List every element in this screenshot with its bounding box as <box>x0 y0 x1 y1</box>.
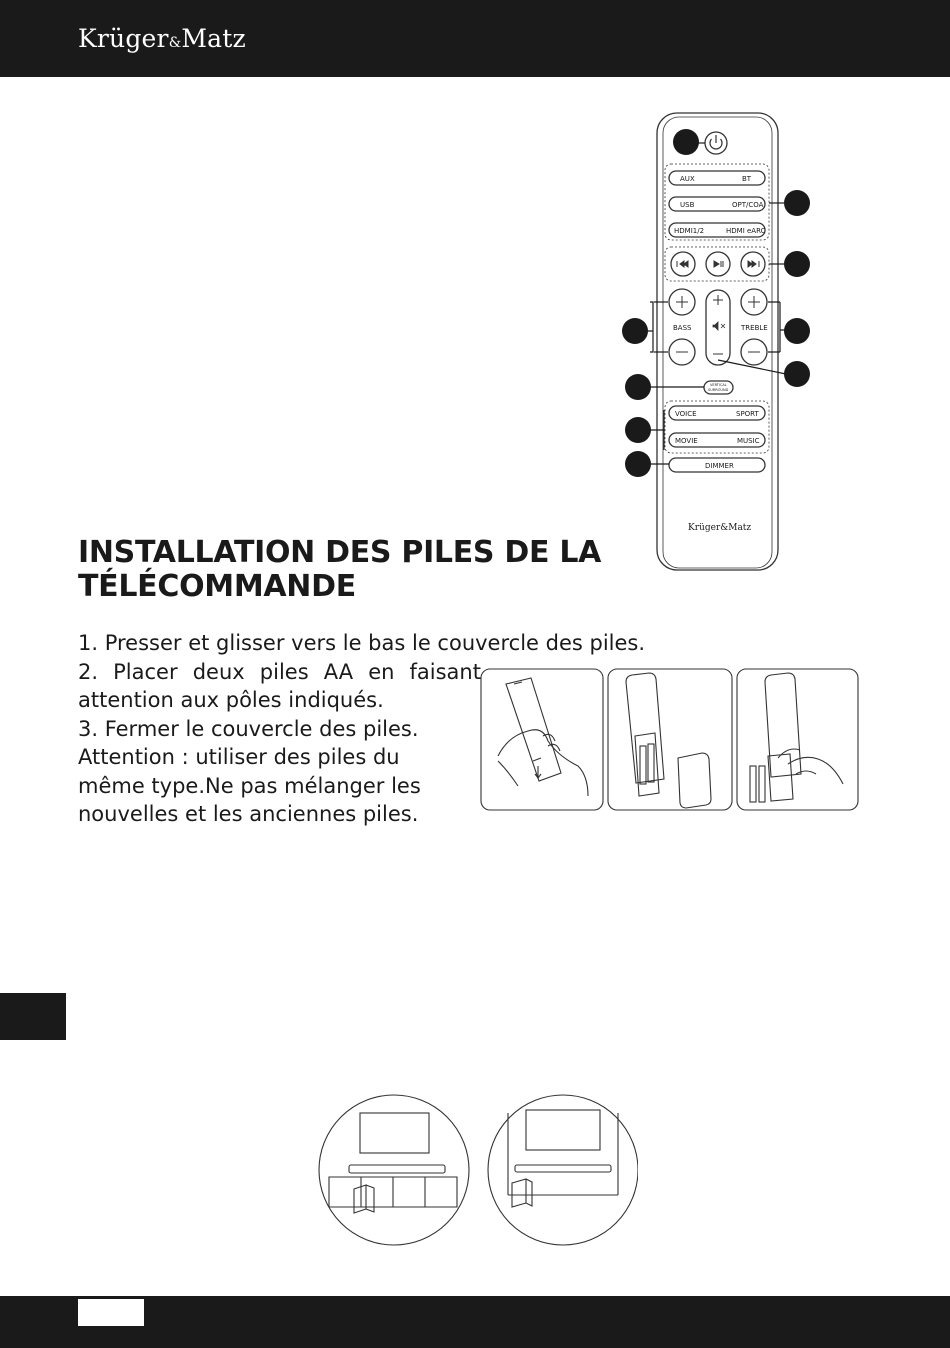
callout-1 <box>673 129 699 155</box>
remote-control-illustration <box>620 110 820 575</box>
section-title-line-2: TÉLÉCOMMANDE <box>78 569 356 604</box>
chapter-tab <box>0 993 66 1040</box>
section-title-line-1: INSTALLATION DES PILES DE LA <box>78 535 602 570</box>
warning-line-1: Attention : utiliser des piles du <box>78 745 400 769</box>
step-2-word: deux <box>192 659 245 684</box>
callout-9 <box>625 451 651 477</box>
surround-label-1: VERTICAL <box>710 383 727 387</box>
placement-on-stand <box>319 1095 469 1245</box>
callout-markers <box>622 129 810 477</box>
music-label: MUSIC <box>737 437 760 445</box>
step-2-word: piles <box>259 659 309 684</box>
callout-5 <box>784 318 810 344</box>
bt-label: BT <box>742 175 752 183</box>
callout-8 <box>625 417 651 443</box>
step-3: 3. Fermer le couvercle des piles. <box>78 716 419 741</box>
usb-label: USB <box>680 201 695 209</box>
aux-label: AUX <box>680 175 695 183</box>
step-2 <box>78 658 481 687</box>
battery-steps-illustration <box>478 666 862 814</box>
callout-7 <box>625 374 651 400</box>
sport-label: SPORT <box>736 410 759 418</box>
voice-label: VOICE <box>675 410 697 418</box>
callout-6 <box>784 361 810 387</box>
step-2-word: 2. <box>78 659 99 684</box>
hdmi-earc-label: HDMI eARC <box>726 227 766 235</box>
step-2-word: faisant <box>409 659 481 684</box>
placement-wall-mount <box>488 1095 638 1245</box>
step-2-cont: attention aux pôles indiqués. <box>78 688 384 712</box>
brand-logo: Krüger&Matz <box>78 24 246 53</box>
header-bar <box>0 0 950 77</box>
bass-label: BASS <box>673 324 692 332</box>
movie-label: MOVIE <box>675 437 698 445</box>
section-title <box>78 536 638 604</box>
page-number-box <box>78 1299 144 1326</box>
treble-label: TREBLE <box>741 324 768 332</box>
placement-illustration <box>316 1093 638 1249</box>
step-2-word: Placer <box>113 659 178 684</box>
battery-step-panel-1 <box>481 669 603 810</box>
step-1: 1. Presser et glisser vers le bas le couvercle des piles. <box>78 631 646 655</box>
warning-line-2: même type.Ne pas mélanger les <box>78 773 421 798</box>
hdmi12-label: HDMI1/2 <box>674 227 705 235</box>
callout-4 <box>622 318 648 344</box>
callout-2 <box>784 190 810 216</box>
step-2-word: AA <box>323 659 354 684</box>
remote-logo: Krüger&Matz <box>688 523 752 533</box>
dimmer-label: DIMMER <box>705 462 734 470</box>
callout-3 <box>784 251 810 277</box>
opt-coa-label: OPT/COA <box>732 201 764 209</box>
surround-label-2: SURROUND <box>708 388 729 392</box>
warning-line-3: nouvelles et les anciennes piles. <box>78 802 419 826</box>
step-2-word: en <box>368 659 395 684</box>
battery-step-panel-3 <box>737 669 858 810</box>
